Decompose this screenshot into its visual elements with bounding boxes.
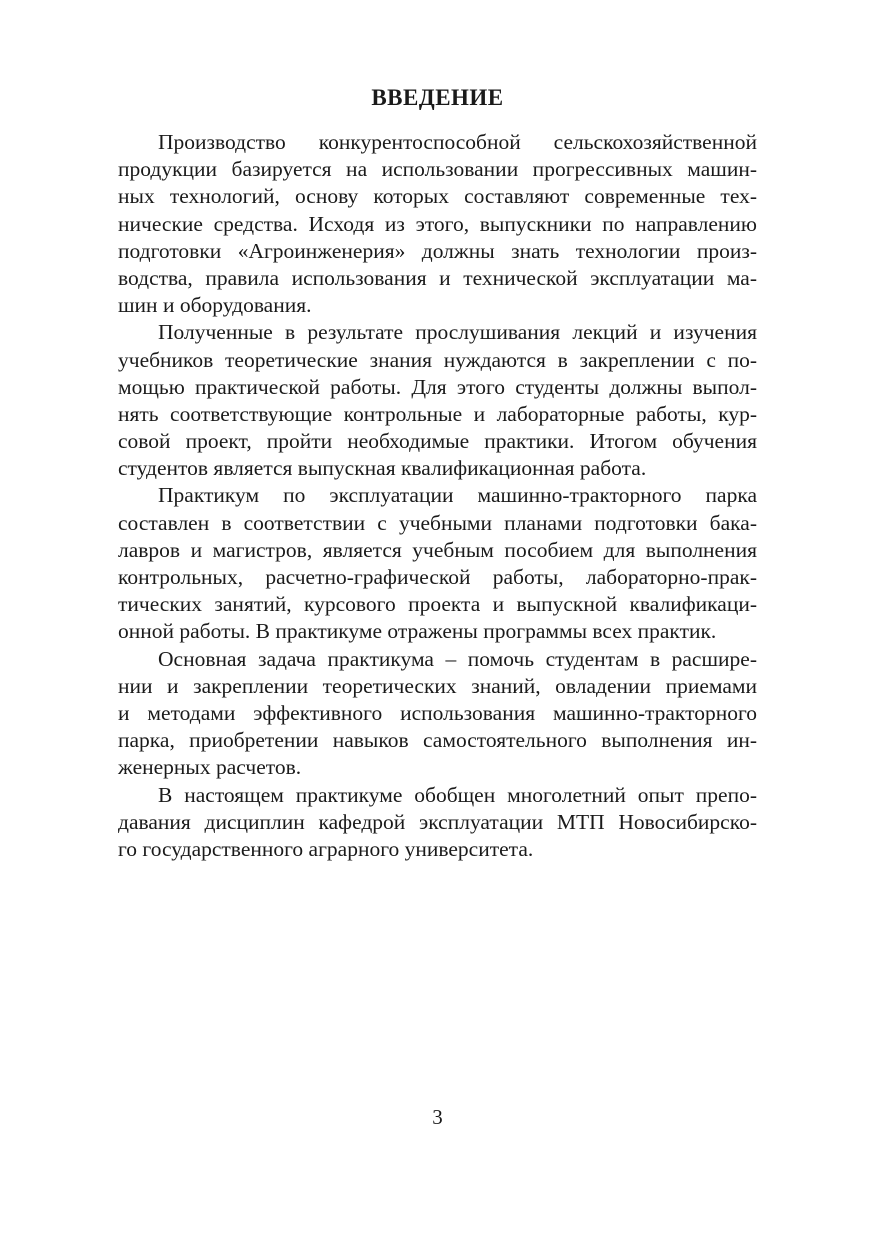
text-line: составлен в соответствии с учебными планами подготовки бака- (118, 510, 757, 535)
text-line: давания дисциплин кафедрой эксплуатации МТП Новосибирско- (118, 809, 757, 834)
text-line: Полученные в результате прослушивания лекций и изучения (158, 320, 757, 345)
text-line: парка, приобретении навыков самостоятельного выполнения ин- (118, 728, 757, 753)
text-line: учебников теоретические знания нуждаются в закреплении с по- (118, 347, 757, 372)
text-line: шин и оборудования. (118, 293, 312, 318)
text-line: подготовки «Агроинженерия» должны знать технологии произ- (118, 238, 757, 263)
text-line: онной работы. В практикуме отражены программы всех практик. (118, 619, 717, 644)
text-line: лавров и магистров, является учебным пособием для выполнения (118, 537, 757, 562)
text-line: нии и закреплении теоретических знаний, овладении приемами (118, 673, 757, 698)
text-line: нические средства. Исходя из этого, выпускники по направлению (118, 211, 757, 236)
text-line: женерных расчетов. (118, 755, 302, 780)
text-line: контрольных, расчетно-графической работы, лабораторно-прак- (118, 565, 757, 589)
text-line: тических занятий, курсового проекта и выпускной квалификаци- (118, 592, 757, 617)
page-title: ВВЕДЕНИЕ (371, 85, 504, 110)
text-line: го государственного аграрного университета. (118, 836, 534, 861)
text-line: мощью практической работы. Для этого студенты должны выпол- (118, 374, 757, 399)
text-line: водства, правила использования и технической эксплуатации ма- (118, 265, 757, 290)
page-number: 3 (432, 1105, 443, 1129)
text-line: Производство конкурентоспособной сельскохозяйственной (158, 130, 757, 154)
introduction-text (118, 129, 757, 863)
text-line: Практикум по эксплуатации машинно-тракторного парка (158, 483, 757, 508)
text-line: продукции базируется на использовании прогрессивных машин- (118, 157, 757, 182)
text-line: нять соответствующие контрольные и лабораторные работы, кур- (118, 401, 757, 426)
text-line: ных технологий, основу которых составляют современные тех- (118, 184, 757, 209)
text-line: Основная задача практикума – помочь студентам в расшире- (158, 646, 757, 671)
text-line: В настоящем практикуме обобщен многолетний опыт препо- (158, 782, 757, 807)
text-line: и методами эффективного использования машинно-тракторного (118, 700, 757, 725)
text-line: совой проект, пройти необходимые практики. Итогом обучения (118, 429, 757, 454)
text-line: студентов является выпускная квалификационная работа. (118, 456, 647, 481)
